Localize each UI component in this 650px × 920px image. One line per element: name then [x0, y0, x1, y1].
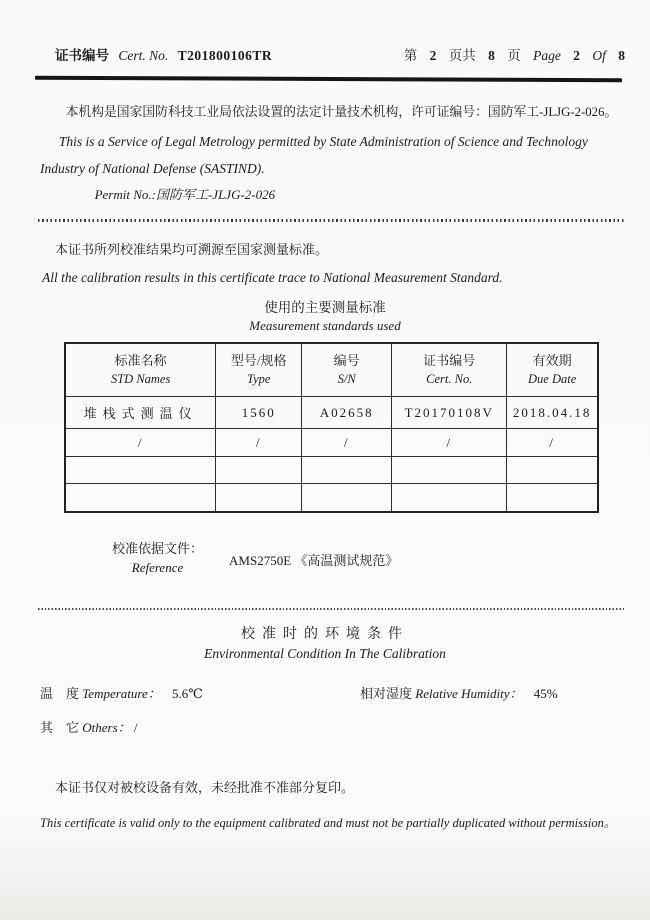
others-field — [40, 717, 650, 736]
temperature-field — [40, 683, 360, 702]
cell-std-name: / — [65, 429, 216, 457]
institution-statement-cn: 本机构是国家国防科技工业局依法设置的法定计量技术机构，许可证编号：国防军工-JLJG-2-026。 — [65, 105, 618, 119]
col-header-std-names — [65, 343, 216, 397]
cell-type: / — [216, 429, 302, 457]
table-row — [65, 397, 598, 429]
cell-due-date: / — [507, 429, 598, 457]
cell-due-date — [507, 484, 598, 513]
page-total: 8 — [488, 48, 495, 63]
col-header-serial — [302, 343, 392, 397]
cell-cert-no — [392, 457, 507, 484]
col-header-en: Cert. No. — [426, 372, 473, 387]
col-header-cn: 编号 — [333, 352, 360, 368]
measurement-standards-table — [64, 342, 599, 513]
page-word-cn-3: 页 — [507, 48, 521, 63]
col-header-type — [216, 343, 302, 397]
others-label-en: Others： — [82, 719, 131, 735]
cell-cert-no: T20170108V — [392, 397, 507, 429]
traceability-statement-cn: 本证书所列校准结果均可溯源至国家测量标准。 — [55, 242, 329, 258]
cell-std-name: 堆栈式测温仪 — [65, 397, 216, 429]
cell-cert-no: / — [392, 429, 507, 457]
col-header-cn: 有效期 — [532, 352, 572, 368]
reference-section — [112, 540, 650, 578]
col-header-en: S/N — [337, 372, 356, 387]
cert-number-line — [55, 44, 278, 64]
col-header-due-date — [507, 343, 598, 397]
environment-values-row — [40, 683, 650, 702]
temperature-label-cn: 温 度 — [40, 685, 80, 701]
col-header-cn: 型号/规格 — [230, 352, 287, 368]
humidity-field — [360, 683, 558, 702]
col-header-en: STD Names — [110, 372, 171, 387]
validity-statement-cn: 本证书仅对被校设备有效，未经批准不准部分复印。 — [55, 779, 355, 795]
others-label-cn: 其 它 — [40, 719, 80, 735]
environment-title-en: Environmental Condition In The Calibration — [204, 645, 446, 661]
table-header-row — [65, 343, 598, 397]
standards-title-en: Measurement standards used — [249, 318, 401, 334]
cert-number: T201800106TR — [177, 48, 273, 63]
cell-type — [216, 457, 302, 484]
traceability-statement-en: All the calibration results in this certificate trace to National Measurement Standard. — [42, 270, 503, 286]
col-header-en: Due Date — [528, 372, 577, 387]
cell-serial: A02658 — [302, 397, 392, 429]
humidity-label-cn: 相对湿度 — [360, 685, 413, 701]
standards-title-cn: 使用的主要测量标准 — [264, 300, 386, 316]
cert-label-cn: 证书编号 — [55, 48, 109, 63]
table-row — [65, 484, 598, 513]
humidity-label-en: Relative Humidity： — [415, 685, 523, 701]
dotted-divider-bottom — [38, 608, 625, 610]
cert-label-en: Cert. No. — [118, 48, 169, 63]
humidity-value: 45% — [533, 685, 558, 701]
col-header-cn: 证书编号 — [423, 352, 476, 368]
col-header-en: Type — [247, 372, 271, 387]
cell-due-date: 2018.04.18 — [507, 397, 598, 429]
page-number: 2 — [429, 48, 437, 63]
cell-serial — [302, 484, 392, 513]
table-row — [65, 457, 598, 484]
page-word-en: Page — [533, 48, 561, 63]
reference-label-cn: 校准依据文件： — [112, 541, 204, 557]
reference-label-en: Reference — [131, 559, 184, 575]
cell-type — [216, 484, 302, 513]
page-number-en: 2 — [573, 48, 580, 63]
page-word-cn-1: 第 — [403, 48, 418, 63]
cell-serial — [302, 457, 392, 484]
col-header-cn: 标准名称 — [114, 352, 167, 368]
page-header — [55, 44, 625, 64]
page-number-line — [395, 44, 625, 64]
dotted-divider-top — [38, 219, 625, 222]
others-value: / — [133, 719, 138, 735]
header-rule — [35, 76, 622, 83]
institution-statement-en: This is a Service of Legal Metrology permitted by State Administration of Science and Technology Industry of National Defense (SASTIND). — [40, 134, 588, 176]
reference-label — [112, 540, 203, 578]
reference-value: AMS2750E 《高温测试规范》 — [229, 553, 399, 569]
environment-title-cn: 校准时的环境条件 — [241, 626, 409, 642]
validity-statement-en: This certificate is valid only to the equipment calibrated and must not be partially duplicated without permission。 — [40, 815, 617, 830]
cell-serial: / — [302, 429, 392, 457]
temperature-value: 5.6℃ — [172, 685, 203, 701]
temperature-label-en: Temperature： — [82, 685, 161, 701]
table-row — [65, 429, 598, 457]
page-word-cn-2: 页共 — [448, 48, 476, 63]
page-total-en: 8 — [618, 48, 625, 63]
cell-due-date — [507, 457, 598, 484]
cell-std-name — [65, 484, 216, 513]
cell-cert-no — [392, 484, 507, 513]
cell-std-name — [65, 457, 216, 484]
permit-number-line: Permit No.:国防军工-JLJG-2-026 — [94, 187, 276, 203]
col-header-cert-no — [392, 343, 507, 397]
page-of-word: Of — [592, 48, 606, 63]
cell-type: 1560 — [216, 397, 302, 429]
